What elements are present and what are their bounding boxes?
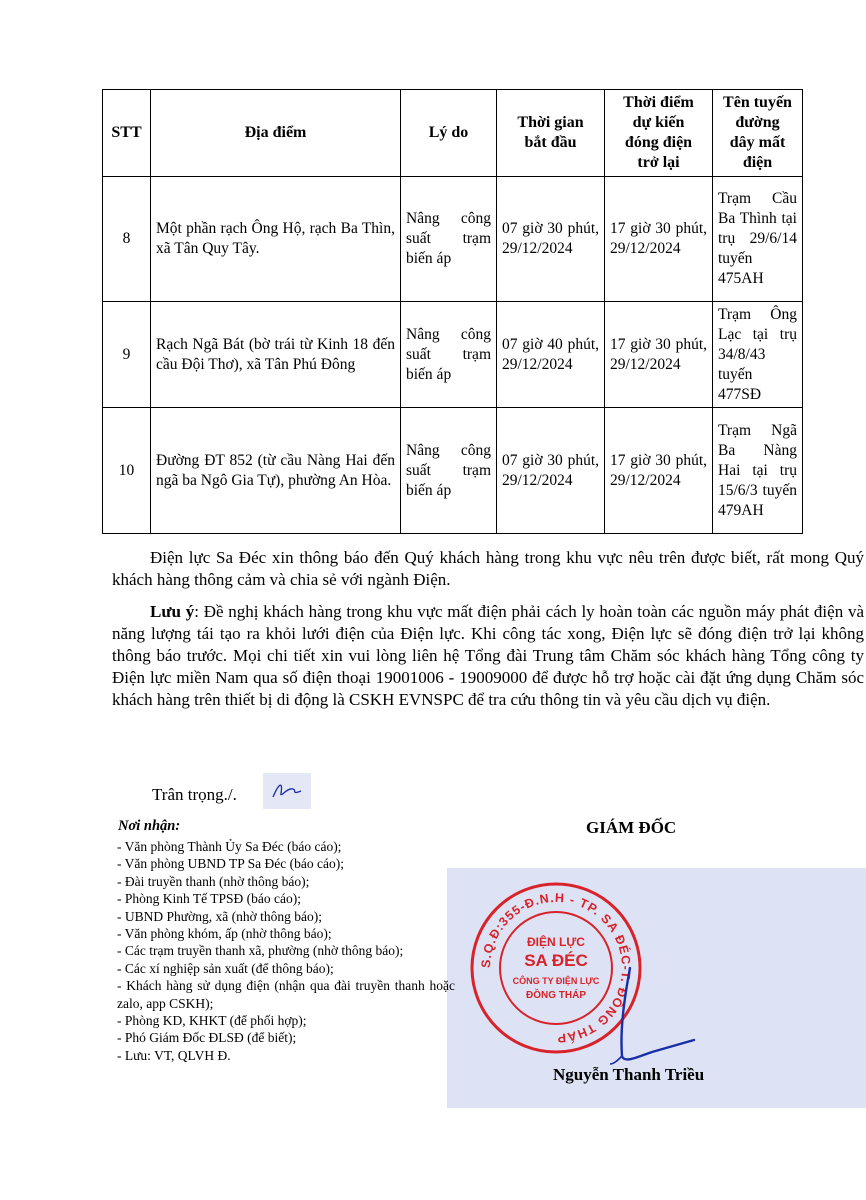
outage-schedule-table (102, 89, 803, 534)
note-label: Lưu ý (150, 602, 195, 621)
row-reason: Nâng công suất trạm biến áp (401, 302, 497, 408)
header-stt: STT (103, 90, 151, 177)
row-location: Một phần rạch Ông Hộ, rạch Ba Thìn, xã Tân Quy Tây. (151, 177, 401, 302)
row-line-name: Trạm Ông Lạc tại trụ 34/8/43 tuyến 477SĐ (713, 302, 803, 408)
header-location: Địa điểm (151, 90, 401, 177)
table-row (103, 302, 803, 408)
list-item: - Khách hàng sử dụng điện (nhận qua đài truyền thanh hoặc zalo, app CSKH); (117, 978, 455, 1011)
row-reason: Nâng công suất trạm biến áp (401, 177, 497, 302)
list-item: - Phó Giám Đốc ĐLSĐ (để biết); (117, 1030, 297, 1046)
row-location: Rạch Ngã Bát (bờ trái từ Kinh 18 đến cầu Đội Thơ), xã Tân Phú Đông (151, 302, 401, 408)
header-restore-line: trở lại (637, 154, 680, 171)
header-line-line: Tên tuyến (723, 94, 792, 111)
header-line-line: dây mất (729, 134, 786, 151)
row-start-time: 07 giờ 30 phút, 29/12/2024 (497, 177, 605, 302)
table-row (103, 177, 803, 302)
stamp-line-2: SA ĐÉC (524, 951, 588, 970)
header-reason: Lý do (401, 90, 497, 177)
row-stt: 8 (103, 177, 151, 302)
list-item: - Văn phòng khóm, ấp (nhờ thông báo); (117, 926, 332, 942)
row-start-time: 07 giờ 30 phút, 29/12/2024 (497, 408, 605, 534)
row-line-name: Trạm Cầu Ba Thình tại trụ 29/6/14 tuyến 475AH (713, 177, 803, 302)
row-stt: 10 (103, 408, 151, 534)
list-item: - Văn phòng UBND TP Sa Đéc (báo cáo); (117, 856, 344, 872)
list-item: - Phòng Kinh Tế TPSĐ (báo cáo); (117, 891, 301, 907)
header-start-line: bắt đầu (524, 134, 577, 151)
list-item: - Văn phòng Thành Ủy Sa Đéc (báo cáo); (117, 839, 342, 854)
row-restore-time: 17 giờ 30 phút, 29/12/2024 (605, 408, 713, 534)
stamp-line-3: CÔNG TY ĐIỆN LỰC (512, 976, 600, 986)
header-start-line: Thời gian (517, 114, 584, 131)
note-paragraph (112, 601, 864, 711)
table-row (103, 408, 803, 534)
header-restore-line: dự kiến (632, 114, 685, 131)
row-line-name: Trạm Ngã Ba Nàng Hai tại trụ 15/6/3 tuyến 479AH (713, 408, 803, 534)
list-item: - Các xí nghiệp sản xuất (để thông báo); (117, 960, 334, 976)
signer-name: Nguyễn Thanh Triều (553, 1065, 705, 1084)
list-item: - Đài truyền thanh (nhờ thông báo); (117, 873, 310, 889)
header-start-time (497, 90, 605, 177)
row-restore-time: 17 giờ 30 phút, 29/12/2024 (605, 177, 713, 302)
signer-title: GIÁM ĐỐC (586, 818, 677, 837)
recipients-heading: Nơi nhận: (118, 818, 181, 834)
stamp-line-1: ĐIỆN LỰC (527, 935, 585, 949)
row-start-time: 07 giờ 40 phút, 29/12/2024 (497, 302, 605, 408)
row-location: Đường ĐT 852 (từ cầu Nàng Hai đến ngã ba Ngô Gia Tự), phường An Hòa. (151, 408, 401, 534)
header-line-line: đường (735, 114, 780, 131)
header-line-name (713, 90, 803, 177)
header-restore-line: đóng điện (624, 134, 693, 151)
stamp-line-4: ĐỒNG THÁP (526, 990, 586, 1001)
closing-regards: Trân trọng./. (152, 785, 237, 804)
list-item: - Các trạm truyền thanh xã, phường (nhờ thông báo); (117, 943, 404, 959)
list-item: - Lưu: VT, QLVH Đ. (117, 1047, 231, 1063)
header-restore-time (605, 90, 713, 177)
list-item: - Phòng KD, KHKT (để phối hợp); (117, 1013, 307, 1029)
row-reason: Nâng công suất trạm biến áp (401, 408, 497, 534)
note-text: : Đề nghị khách hàng trong khu vực mất điện phải cách ly hoàn toàn các nguồn máy phát điện và năng lượng tái tạo ra khỏi lưới điện của Điện lực. Khi công tác xong, Điện lực sẽ đóng điện trở lại không thông báo trước. Mọi chi tiết xin vui lòng liên hệ Tổng đài Trung tâm Chăm sóc khách hàng Tổng công ty Điện lực miền Nam qua số điện thoại 19001006 - 19009000 để được hỗ trợ hoặc cài đặt ứng dụng Chăm sóc khách hàng trên thiết bị di động là CSKH EVNSPC để tra cứu thông tin và yêu cầu dịch vụ điện. (112, 602, 864, 709)
notice-text: Điện lực Sa Đéc xin thông báo đến Quý khách hàng trong khu vực nêu trên được biết, rất mong Quý khách hàng thông cảm và chia sẻ với ngành Điện. (112, 548, 864, 589)
initial-signature (263, 773, 311, 809)
notice-paragraph (112, 547, 864, 591)
header-line-line: điện (742, 154, 773, 171)
director-signature (590, 960, 700, 1070)
list-item: - UBND Phường, xã (nhờ thông báo); (117, 908, 322, 924)
row-restore-time: 17 giờ 30 phút, 29/12/2024 (605, 302, 713, 408)
row-stt: 9 (103, 302, 151, 408)
table-header-row (103, 90, 803, 177)
stamp-ring-path-text: S.Q.Đ:355-Đ.N.H - TP. SA ĐÉC-T. ĐỒNG THÁP (478, 890, 634, 1046)
recipients-list (117, 838, 455, 1064)
header-restore-line: Thời điểm (623, 94, 694, 111)
